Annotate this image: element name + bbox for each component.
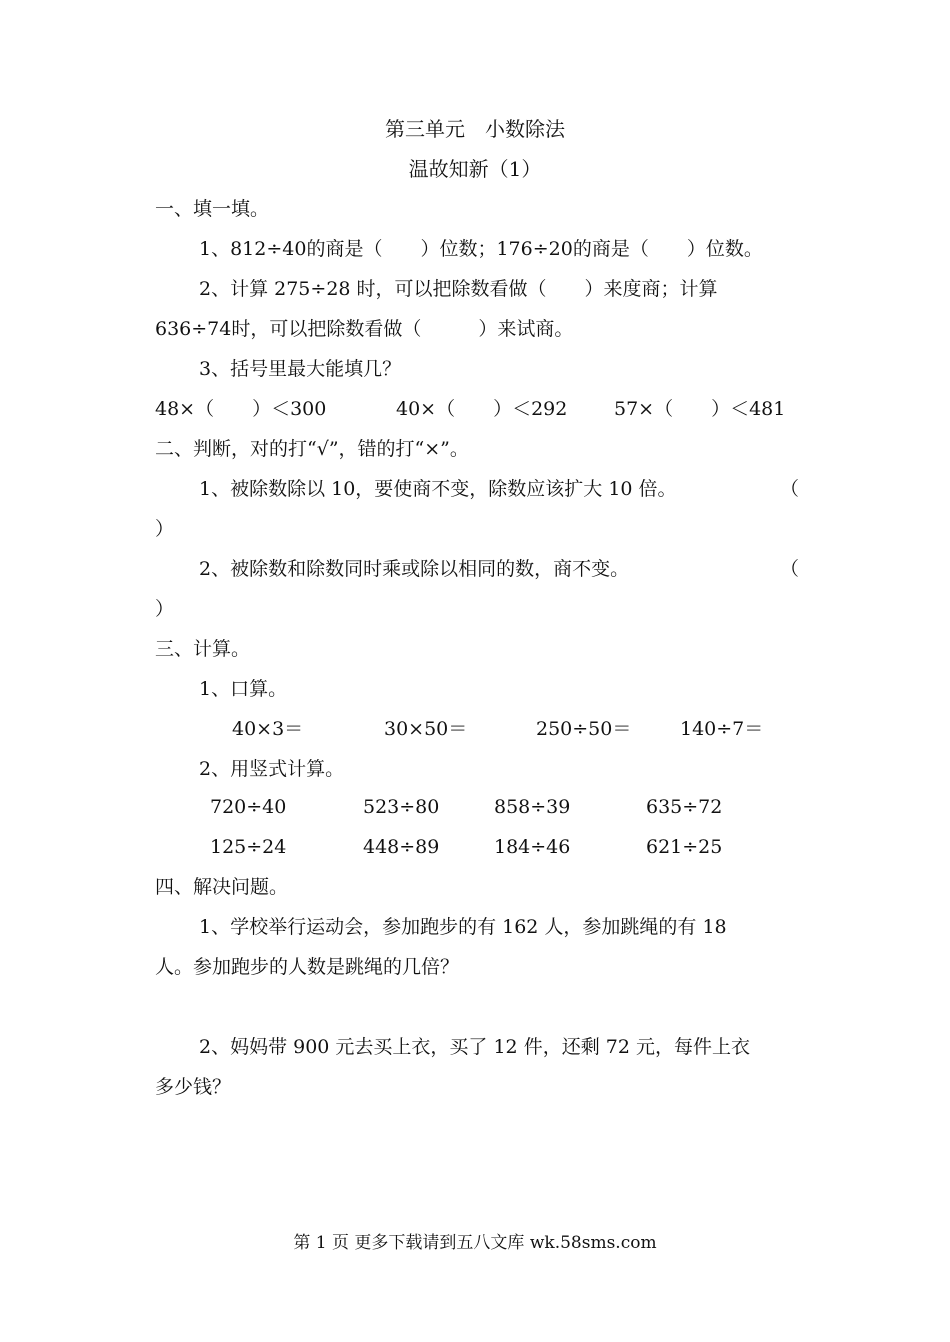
page-subtitle: 温故知新（1） xyxy=(408,157,542,181)
inequality-item: 48×（ ）＜300 xyxy=(155,398,327,420)
inequality-item: 40×（ ）＜292 xyxy=(396,398,568,420)
answer-bracket-close: ） xyxy=(155,598,175,620)
vertical-calc-item: 858÷39 xyxy=(494,796,571,818)
problem-2-line1: 2、妈妈带 900 元去买上衣，买了 12 件，还剩 72 元，每件上衣 xyxy=(199,1036,750,1058)
oral-calc-item: 140÷7＝ xyxy=(680,718,764,740)
vertical-calc-item: 448÷89 xyxy=(363,836,440,858)
vertical-calc-item: 720÷40 xyxy=(210,796,287,818)
vertical-calc-item: 523÷80 xyxy=(363,796,440,818)
vertical-calc-item: 184÷46 xyxy=(494,836,571,858)
page-title: 第三单元 小数除法 xyxy=(385,117,565,141)
section-4-heading: 四、解决问题。 xyxy=(155,876,289,898)
section-1-heading: 一、填一填。 xyxy=(155,198,270,220)
question-1-1: 1、812÷40的商是（ ）位数；176÷20的商是（ ）位数。 xyxy=(199,238,763,260)
problem-1-line1: 1、学校举行运动会，参加跑步的有 162 人，参加跳绳的有 18 xyxy=(199,916,727,938)
question-1-2-line1: 2、计算 275÷28 时，可以把除数看做（ ）来度商；计算 xyxy=(199,278,718,300)
vertical-calc-item: 635÷72 xyxy=(646,796,723,818)
oral-calc-item: 250÷50＝ xyxy=(536,718,632,740)
vertical-calc-item: 125÷24 xyxy=(210,836,287,858)
vertical-calc-label: 2、用竖式计算。 xyxy=(199,758,345,780)
oral-calc-item: 40×3＝ xyxy=(232,718,304,740)
page-footer: 第 1 页 更多下载请到五八文库 wk.58sms.com xyxy=(293,1233,657,1253)
problem-1-line2: 人。参加跑步的人数是跳绳的几倍？ xyxy=(155,956,460,978)
inequality-item: 57×（ ）＜481 xyxy=(614,398,786,420)
question-1-3: 3、括号里最大能填几？ xyxy=(199,358,402,380)
oral-calc-label: 1、口算。 xyxy=(199,678,288,700)
question-1-2-line2: 636÷74时，可以把除数看做（ ）来试商。 xyxy=(155,318,574,340)
problem-2-line2: 多少钱？ xyxy=(155,1076,232,1098)
answer-bracket-close: ） xyxy=(155,518,175,540)
vertical-calc-item: 621÷25 xyxy=(646,836,723,858)
oral-calc-item: 30×50＝ xyxy=(384,718,468,740)
answer-bracket-open: （ xyxy=(780,558,800,580)
judgement-2: 2、被除数和除数同时乘或除以相同的数，商不变。 xyxy=(199,558,630,580)
section-3-heading: 三、计算。 xyxy=(155,638,251,660)
section-2-heading: 二、判断，对的打“√”，错的打“×”。 xyxy=(155,438,469,460)
answer-bracket-open: （ xyxy=(780,478,800,500)
judgement-1: 1、被除数除以 10，要使商不变，除数应该扩大 10 倍。 xyxy=(199,478,677,500)
